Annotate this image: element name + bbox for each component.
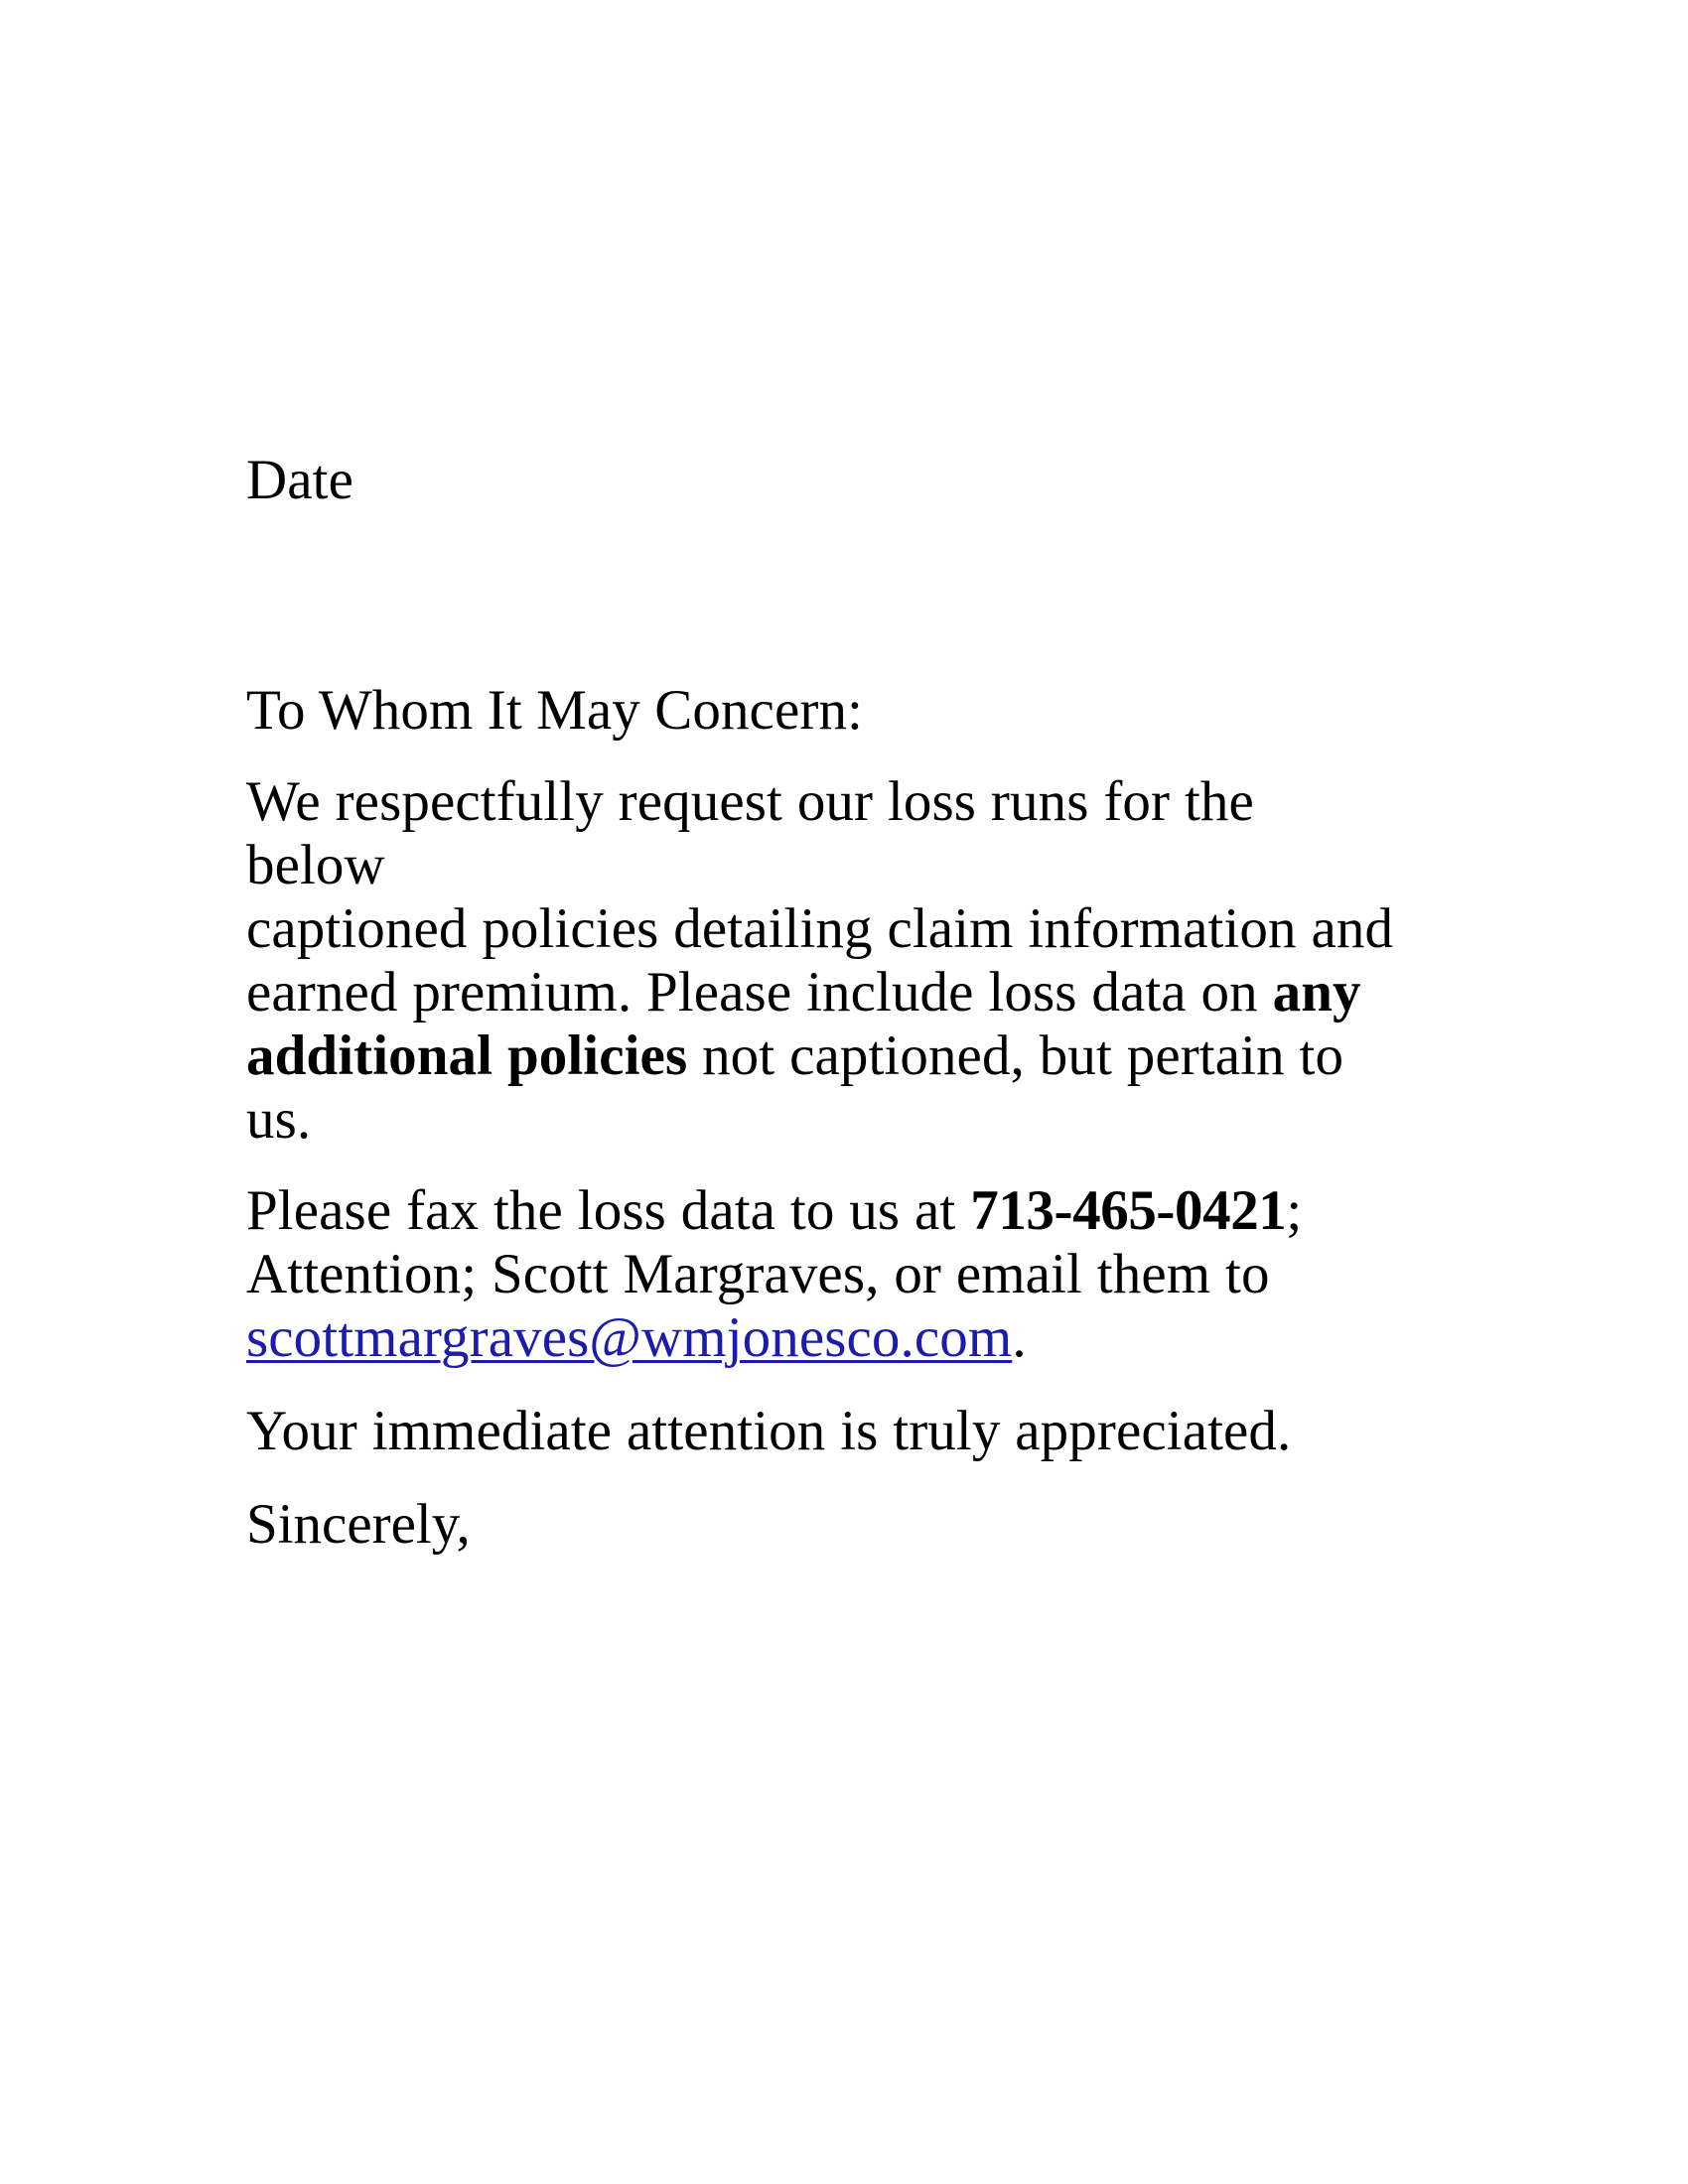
email-link[interactable]: scottmargraves@wmjonesco.com <box>246 1306 1013 1369</box>
fax-number: 713-465-0421 <box>970 1179 1287 1242</box>
closing-signature-line: Sincerely, <box>246 1493 471 1556</box>
spacer-after-date <box>246 512 1398 679</box>
letter-body <box>246 449 1398 1557</box>
paragraph-contact-line-2: Attention; Scott Margraves, or email them to <box>246 1243 1270 1305</box>
paragraph-request-line-3-text: earned premium. Please include loss data on <box>246 961 1273 1024</box>
paragraph-request <box>246 770 1398 1152</box>
paragraph-contact-line-1 <box>246 1179 1398 1243</box>
paragraph-contact-line-3 <box>246 1306 1398 1370</box>
paragraph-contact-line-3-suffix: . <box>1012 1306 1027 1369</box>
emphasis-additional-policies: additional policies <box>246 1024 688 1087</box>
paragraph-contact <box>246 1179 1398 1370</box>
paragraph-appreciation: Your immediate attention is truly appreciated. <box>246 1400 1292 1462</box>
paragraph-contact-line-1-suffix: ; <box>1286 1179 1303 1242</box>
paragraph-gap-3 <box>246 1370 1398 1400</box>
paragraph-request-line-4 <box>246 1024 1398 1152</box>
paragraph-gap-4 <box>246 1463 1398 1493</box>
paragraph-request-line-1: We respectfully request our loss runs for the below <box>246 770 1254 896</box>
emphasis-any: any <box>1272 961 1361 1024</box>
salutation: To Whom It May Concern: <box>246 679 863 742</box>
paragraph-request-line-3 <box>246 961 1398 1024</box>
paragraph-gap-1 <box>246 743 1398 770</box>
paragraph-request-line-2: captioned policies detailing claim information and <box>246 897 1394 960</box>
paragraph-request-line-4-text: not captioned, but pertain to us. <box>246 1024 1344 1151</box>
paragraph-gap-2 <box>246 1152 1398 1179</box>
date-field[interactable]: Date <box>246 449 353 511</box>
paragraph-contact-line-1-text: Please fax the loss data to us at <box>246 1179 971 1242</box>
